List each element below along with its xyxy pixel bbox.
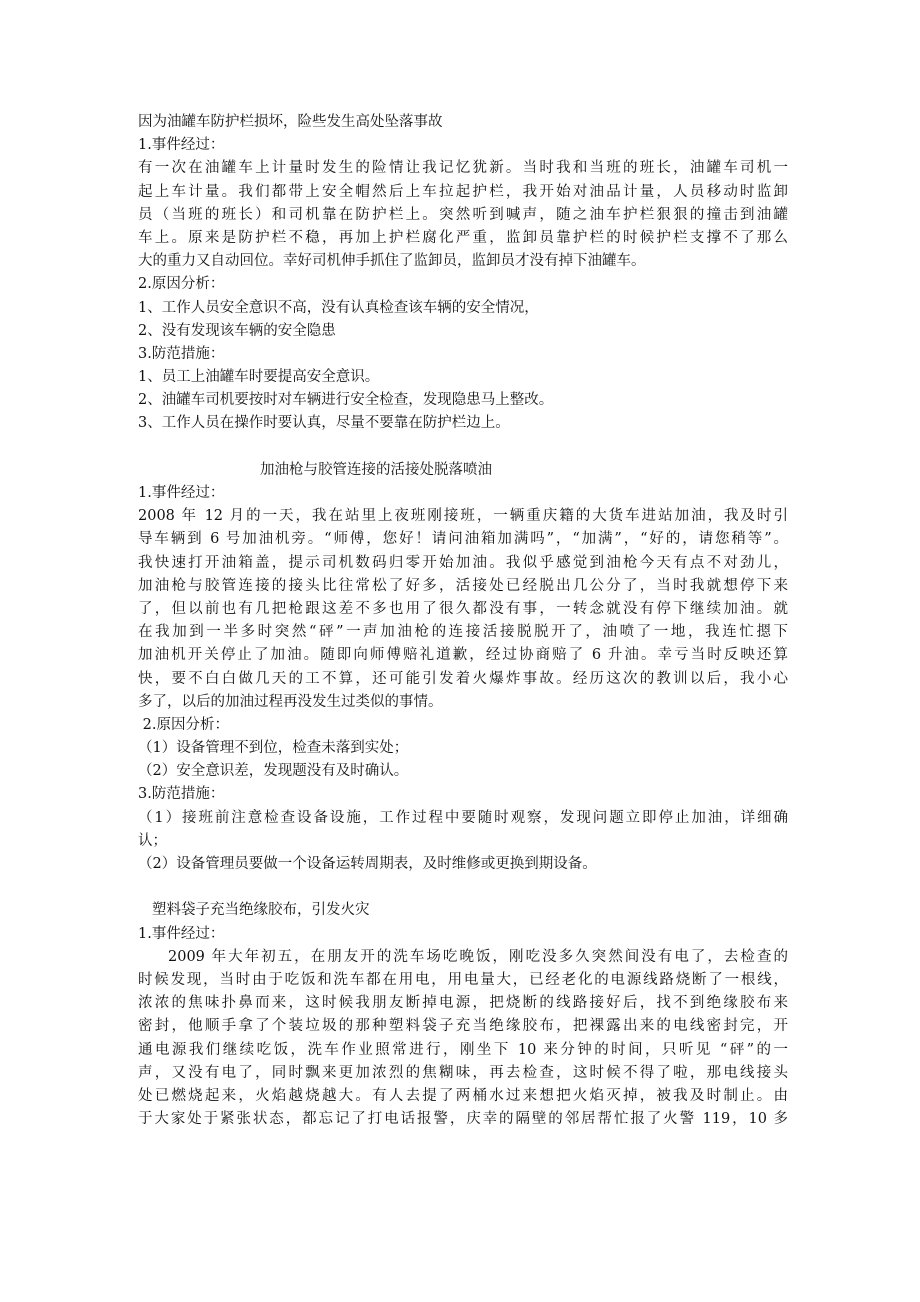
section-2-event-line: 在我加到一半多时突然“砰”一声加油枪的连接活接脱脱开了，油喷了一地，我连忙摁下 [138, 624, 788, 641]
section-2-event-line: 2008 年 12 月的一天，我在站里上夜班刚接班，一辆重庆籍的大货车进站加油，我及时引 [138, 508, 788, 525]
section-1-event-line: 车上。原来是防护栏不稳，再加上护栏腐化严重，监卸员靠护栏的时候护栏支撑不了那么 [138, 229, 788, 246]
section-spacer [138, 436, 788, 459]
section-2-event-line: 加油机开关停止了加油。随即向师傅赔礼道歉，经过协商赔了 6 升油。幸亏当时反映还算 [138, 647, 788, 664]
section-2-cause-heading: 2.原因分析： [138, 716, 229, 733]
section-2-measure-line: 认； [138, 832, 167, 849]
section-3-event-line: 处已燃烧起来，火焰越烧越大。有人去提了两桶水过来想把火焰灭掉，被我及时制止。由 [138, 1087, 788, 1104]
section-2-event-line: 加油枪与胶管连接的接头比往常松了好多，活接处已经脱出几公分了，当时我就想停下来 [138, 577, 788, 594]
section-3-event-line: 于大家处于紧张状态，都忘记了打电话报警，庆幸的隔壁的邻居帮忙报了火警 119，10 多 [138, 1111, 788, 1128]
section-3-event-line: 浓浓的焦味扑鼻而来，这时候我朋友断掉电源，把烧断的线路接好后，找不到绝缘胶布来 [138, 995, 788, 1012]
section-2-measure-heading: 3.防范措施： [138, 786, 225, 803]
section-1-title: 因为油罐车防护栏损坏，险些发生高处坠落事故 [138, 114, 443, 130]
section-2-event-line: 快，要不白白做几天的工不算，还可能引发着火爆炸事故。经历这次的教训以后，我小心 [138, 670, 788, 687]
section-3-event-line: 通电源我们继续吃饭，洗车作业照常进行，刚坐下 10 来分钟的时间，只听见 “砰”的一 [138, 1041, 788, 1058]
section-1-cause-line: 1、工作人员安全意识不高，没有认真检查该车辆的安全情况， [138, 299, 539, 316]
section-2-event-heading: 1.事件经过： [138, 485, 225, 501]
section-3-title: 塑料袋子充当绝缘胶布，引发火灾 [152, 902, 370, 919]
section-2-measure-line: （2）设备管理员要做一个设备运转周期表，及时维修或更换到期设备。 [138, 856, 597, 872]
section-1-measure-line: 3、工作人员在操作时要认真，尽量不要靠在防护栏边上。 [138, 415, 510, 432]
section-2-cause-line: （2）安全意识差，发现题没有及时确认。 [138, 763, 409, 780]
section-2-cause-line: （1）设备管理不到位，检查未落到实处； [138, 740, 409, 757]
section-3-event-line: 声，又没有电了，同时飘来更加浓烈的焦糊味，再去检查，这时候不得了啦，那电线接头 [138, 1064, 788, 1081]
section-3-event-line: 时候发现，当时由于吃饭和洗车都在用电，用电量大，已经老化的电源线路烧断了一根线， [138, 971, 788, 988]
section-1-measure-line: 1、员工上油罐车时要提高安全意识。 [138, 369, 380, 386]
section-1-event-line: 大的重力又自动回位。幸好司机伸手抓住了监卸员，监卸员才没有掉下油罐车。 [138, 253, 646, 270]
document-page [138, 111, 788, 1131]
section-1-cause-line: 2、没有发现该车辆的安全隐患 [138, 322, 336, 339]
section-1-measure-line: 2、油罐车司机要按时对车辆进行安全检查，发现隐患马上整改。 [138, 392, 554, 409]
section-2-title: 加油枪与胶管连接的活接处脱落喷油 [260, 461, 492, 478]
section-3-event-line: 密封，他顺手拿了个装垃圾的那种塑料袋子充当绝缘胶布，把裸露出来的电线密封完，开 [138, 1018, 788, 1035]
section-1-event-line: 员（当班的班长）和司机靠在防护栏上。突然听到喊声，随之油车护栏狠狠的撞击到油罐 [138, 206, 788, 223]
section-1-event-line: 起上车计量。我们都带上安全帽然后上车拉起护栏，我开始对油品计量，人员移动时监卸 [138, 183, 788, 200]
section-2-event-line: 多了，以后的加油过程再没发生过类似的事情。 [138, 693, 443, 710]
section-2-measure-line: （1）接班前注意检查设备设施，工作过程中要随时观察，发现问题立即停止加油，详细确 [138, 809, 788, 826]
section-2-event-line: 我快速打开油箱盖，提示司机数码归零开始加油。我似乎感觉到油枪今天有点不对劲儿， [138, 554, 788, 571]
section-1-event-heading: 1.事件经过： [138, 137, 225, 154]
section-3-event-line: 2009 年大年初五，在朋友开的洗车场吃晚饭，刚吃没多久突然间没有电了，去检查的 [168, 948, 788, 965]
section-3-event-heading: 1.事件经过： [138, 925, 225, 942]
section-1-measure-heading: 3.防范措施： [138, 345, 225, 362]
section-spacer [138, 876, 788, 899]
section-2-event-line: 了，但以前也有几把枪跟这差不多也用了很久都没有事，一转念就没有停下继续加油。就 [138, 600, 788, 617]
section-1-event-line: 有一次在油罐车上计量时发生的险情让我记忆犹新。当时我和当班的班长，油罐车司机一 [138, 160, 788, 177]
section-1-cause-heading: 2.原因分析： [138, 276, 225, 293]
section-2-event-line: 导车辆到 6 号加油机旁。“师傅，您好！请问油箱加满吗”，“加满”，“好的，请您稍等”。 [138, 531, 788, 548]
